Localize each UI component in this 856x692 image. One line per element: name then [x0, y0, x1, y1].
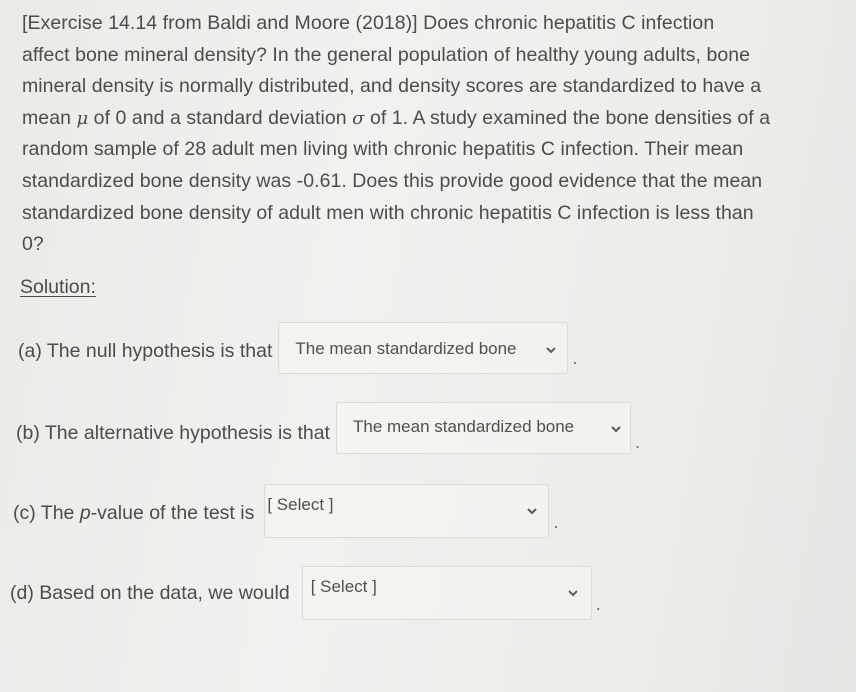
- problem-line: [Exercise 14.14 from Baldi and Moore (2018)] Does chronic hepatitis C infection: [22, 12, 715, 34]
- problem-line: 0?: [22, 233, 44, 256]
- question-a: [18, 322, 577, 374]
- question-b: [16, 402, 640, 454]
- question-d-label: (d) Based on the data, we would: [10, 582, 290, 604]
- question-c-text: -value of the test is: [90, 502, 255, 524]
- problem-line: standardized bone density of adult men with chronic hepatitis C infection is less than: [22, 201, 754, 224]
- p-value-selected: [ Select ]: [267, 495, 334, 514]
- problem-line: random sample of 28 adult men living with chronic hepatitis C infection. Their mean: [22, 138, 744, 161]
- chevron-down-icon: [545, 344, 557, 356]
- p-symbol: p: [79, 502, 91, 524]
- conclusion-selected: [ Select ]: [310, 577, 377, 596]
- problem-text: of 0 and a standard deviation: [93, 106, 347, 129]
- problem-line: standardized bone density was -0.61. Does this provide good evidence that the mean: [22, 169, 763, 192]
- alternative-hypothesis-dropdown[interactable]: [336, 402, 631, 454]
- problem-text: mean: [22, 106, 71, 129]
- question-c-label: [13, 484, 254, 525]
- problem-line: [22, 103, 832, 135]
- question-c: [13, 484, 558, 538]
- problem-statement: [22, 8, 832, 261]
- p-value-dropdown[interactable]: [264, 484, 549, 538]
- sigma-symbol: σ: [352, 107, 365, 129]
- chevron-down-icon: [567, 587, 579, 599]
- question-d: [10, 566, 601, 620]
- null-hypothesis-dropdown[interactable]: [278, 322, 568, 374]
- chevron-down-icon: [610, 423, 622, 435]
- question-d-period: .: [595, 594, 601, 614]
- question-c-text: (c) The: [13, 502, 80, 524]
- question-c-period: .: [553, 512, 559, 532]
- question-b-label: (b) The alternative hypothesis is that: [16, 422, 330, 444]
- solution-heading: Solution:: [20, 276, 96, 298]
- alternative-hypothesis-selected: The mean standardized bone: [352, 417, 575, 436]
- null-hypothesis-selected: The mean standardized bone: [295, 339, 517, 358]
- conclusion-dropdown[interactable]: [302, 566, 592, 620]
- question-a-label: (a) The null hypothesis is that: [18, 340, 273, 362]
- question-b-period: .: [634, 432, 640, 452]
- question-a-period: .: [572, 348, 578, 368]
- problem-line: mineral density is normally distributed, and density scores are standardized to have a: [22, 75, 762, 98]
- problem-text: of 1. A study examined the bone densities of a: [369, 106, 771, 129]
- chevron-down-icon: [526, 505, 538, 517]
- mu-symbol: μ: [76, 107, 89, 129]
- problem-line: affect bone mineral density? In the general population of healthy young adults, bone: [22, 43, 751, 66]
